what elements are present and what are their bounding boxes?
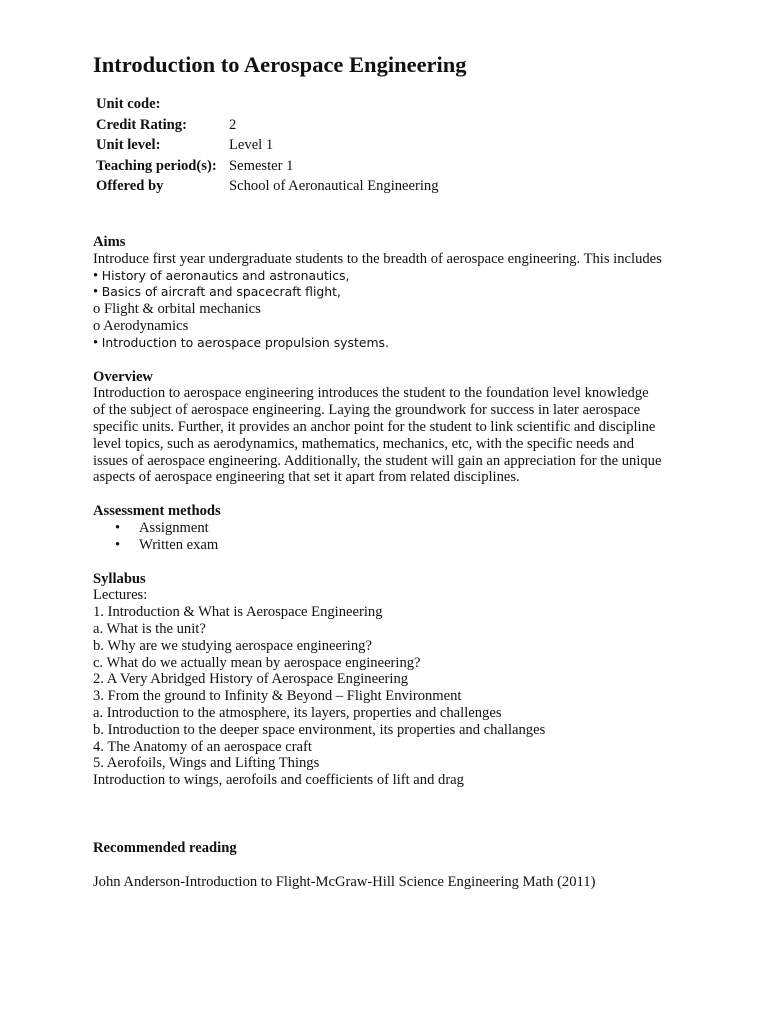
info-value bbox=[226, 94, 439, 115]
aims-item-marker: o bbox=[93, 301, 101, 318]
aims-item bbox=[93, 335, 663, 352]
aims-item-text: History of aeronautics and astronautics, bbox=[101, 267, 350, 283]
aims-item-text: Aerodynamics bbox=[103, 317, 189, 334]
assessment-item bbox=[93, 520, 663, 537]
document-body bbox=[93, 234, 663, 891]
aims-intro: Introduce first year undergraduate students to the breadth of aerospace engineering. This includes bbox=[93, 250, 662, 267]
assessment-item-text: Assignment bbox=[139, 519, 209, 536]
unit-info-table bbox=[93, 94, 439, 197]
info-row-credit-rating bbox=[93, 115, 439, 136]
aims-heading: Aims bbox=[93, 234, 126, 250]
aims-item bbox=[93, 318, 663, 335]
info-label: Teaching period(s): bbox=[96, 157, 217, 174]
info-label: Credit Rating: bbox=[96, 116, 187, 133]
syllabus-line: a. Introduction to the atmosphere, its layers, properties and challenges bbox=[93, 704, 502, 721]
assessment-list bbox=[93, 520, 663, 554]
syllabus-line: Lectures: bbox=[93, 587, 148, 604]
syllabus-heading: Syllabus bbox=[93, 570, 146, 587]
overview-heading: Overview bbox=[93, 368, 153, 385]
aims-item bbox=[93, 301, 663, 318]
info-label: Unit level: bbox=[96, 137, 161, 153]
syllabus-line: 1. Introduction & What is Aerospace Engineering bbox=[93, 604, 383, 621]
syllabus-line: 2. A Very Abridged History of Aerospace Engineering bbox=[93, 671, 409, 688]
overview-section bbox=[93, 369, 663, 487]
syllabus-line: b. Why are we studying aerospace engineering? bbox=[93, 637, 372, 654]
info-row-offered-by bbox=[93, 176, 439, 197]
info-row-unit-level bbox=[93, 135, 439, 156]
info-value: Level 1 bbox=[229, 137, 274, 153]
aims-item-marker: o bbox=[93, 317, 101, 334]
assessment-item-text: Written exam bbox=[139, 536, 219, 553]
syllabus-line: Introduction to wings, aerofoils and coefficients of lift and drag bbox=[93, 772, 464, 789]
syllabus-line: c. What do we actually mean by aerospace engineering? bbox=[93, 654, 421, 671]
syllabus-line: b. Introduction to the deeper space environment, its properties and challanges bbox=[93, 721, 546, 738]
info-value: Semester 1 bbox=[229, 157, 294, 174]
aims-item bbox=[93, 268, 663, 285]
document-title: Introduction to Aerospace Engineering bbox=[93, 52, 467, 77]
syllabus-line: 4. The Anatomy of an aerospace craft bbox=[93, 738, 312, 755]
reading-section bbox=[93, 840, 663, 891]
aims-item-text: Introduction to aerospace propulsion systems. bbox=[101, 334, 389, 350]
info-value: School of Aeronautical Engineering bbox=[229, 178, 439, 194]
bullet-icon: • bbox=[115, 519, 121, 536]
aims-item-text: Basics of aircraft and spacecraft flight, bbox=[101, 284, 341, 300]
reading-reference: John Anderson-Introduction to Flight-McGraw-Hill Science Engineering Math (2011) bbox=[93, 873, 596, 890]
aims-item-text: Flight & orbital mechanics bbox=[103, 301, 261, 318]
aims-list bbox=[93, 268, 663, 352]
info-row-unit-code bbox=[93, 94, 439, 115]
overview-text: Introduction to aerospace engineering introduces the student to the foundation level knowledge of the subject of aerospace engineering. Laying the groundwork for success in later aerospace specific units. Further, it provides an anchor point for the student to link scientific and discipline level topics, such as aerodynamics, mathematics, mechanics, etc, with the specific needs and issues of aerospace engineering. Additionally, the student will gain an appreciation for the unique aspects of aerospace engineering that set it apart from related disciplines. bbox=[93, 385, 662, 486]
aims-item-marker: • bbox=[93, 284, 99, 301]
reading-heading: Recommended reading bbox=[93, 839, 237, 856]
bullet-icon: • bbox=[115, 536, 121, 553]
aims-item-marker: • bbox=[93, 334, 99, 351]
assessment-heading: Assessment methods bbox=[93, 503, 221, 520]
info-row-teaching-period bbox=[93, 156, 439, 177]
syllabus-line: 5. Aerofoils, Wings and Lifting Things bbox=[93, 755, 320, 772]
syllabus-line: 3. From the ground to Infinity & Beyond – Flight Environment bbox=[93, 688, 462, 705]
syllabus-section bbox=[93, 571, 663, 789]
info-value: 2 bbox=[229, 116, 237, 133]
aims-section bbox=[93, 234, 663, 352]
assessment-item bbox=[93, 537, 663, 554]
assessment-section bbox=[93, 503, 663, 553]
syllabus-line: a. What is the unit? bbox=[93, 620, 206, 637]
info-label: Offered by bbox=[96, 178, 164, 194]
info-label: Unit code: bbox=[96, 96, 161, 112]
aims-item bbox=[93, 284, 663, 301]
aims-item-marker: • bbox=[93, 267, 99, 284]
